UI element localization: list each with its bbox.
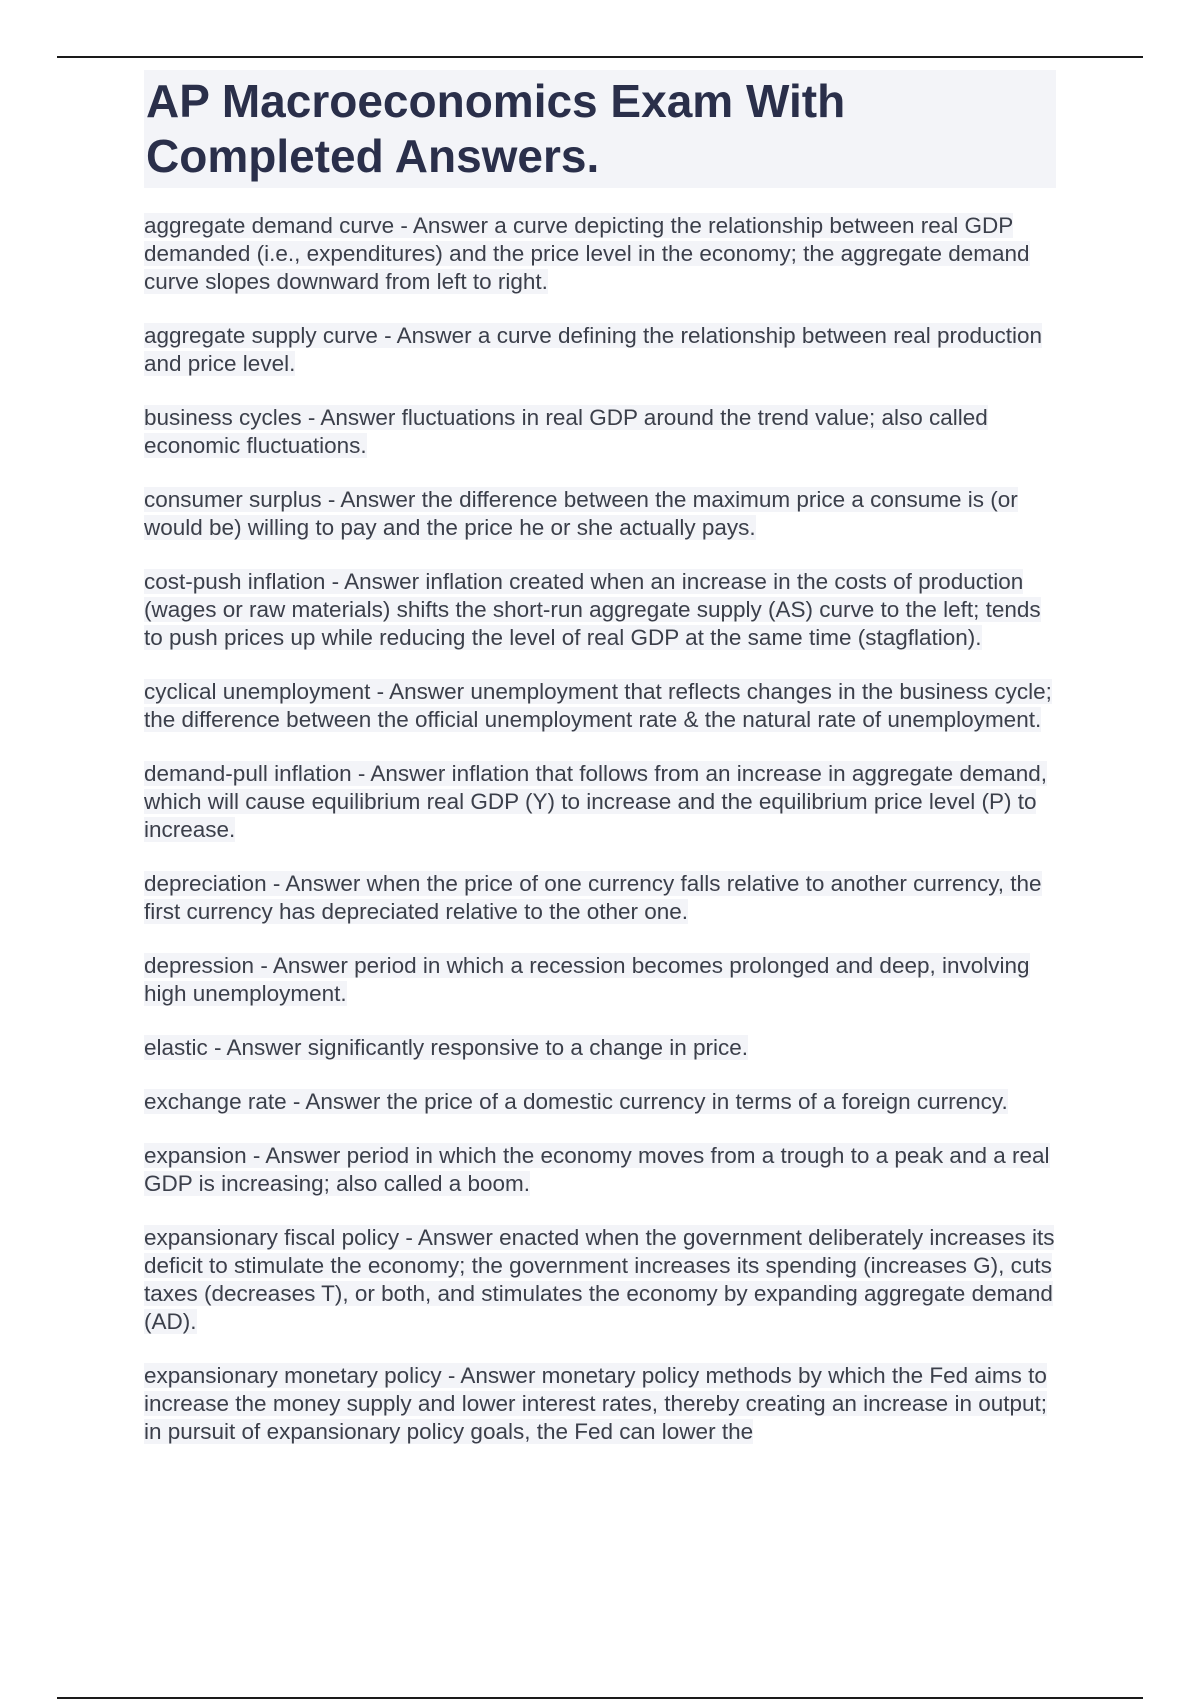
document-body xyxy=(144,70,1056,1472)
top-rule xyxy=(57,56,1143,58)
entry-text: cyclical unemployment - Answer unemployment that reflects changes in the business cycle; the difference between the official unemployment rate & the natural rate of unemployment. xyxy=(144,679,1052,732)
glossary-entry xyxy=(144,1034,1056,1062)
entry-text: demand-pull inflation - Answer inflation that follows from an increase in aggregate demand, which will cause equilibrium real GDP (Y) to increase and the equilibrium price level (P) to increase. xyxy=(144,761,1048,842)
glossary-entry xyxy=(144,1362,1056,1446)
entry-text: expansion - Answer period in which the economy moves from a trough to a peak and a real GDP is increasing; also called a boom. xyxy=(144,1143,1050,1196)
title-block xyxy=(144,70,1056,188)
entry-text: expansionary fiscal policy - Answer enacted when the government deliberately increases its deficit to stimulate the economy; the government increases its spending (increases G), cuts taxes (decreases T), or both, and stimulates the economy by expanding aggregate demand (AD). xyxy=(144,1225,1055,1334)
glossary-entry xyxy=(144,1224,1056,1336)
entry-text: depression - Answer period in which a recession becomes prolonged and deep, involving high unemployment. xyxy=(144,953,1030,1006)
entry-text: cost-push inflation - Answer inflation created when an increase in the costs of production (wages or raw materials) shifts the short-run aggregate supply (AS) curve to the left; tends to push prices up while reducing the level of real GDP at the same time (stagflation). xyxy=(144,569,1041,650)
glossary-entry xyxy=(144,568,1056,652)
glossary-entry xyxy=(144,952,1056,1008)
document-title: AP Macroeconomics Exam With Completed Answers. xyxy=(146,75,846,182)
entry-text: elastic - Answer significantly responsive to a change in price. xyxy=(144,1035,749,1060)
glossary-entry xyxy=(144,1088,1056,1116)
glossary-entry xyxy=(144,486,1056,542)
entry-text: aggregate supply curve - Answer a curve defining the relationship between real production and price level. xyxy=(144,323,1043,376)
entry-text: depreciation - Answer when the price of one currency falls relative to another currency, the first currency has depreciated relative to the other one. xyxy=(144,871,1042,924)
entry-text: business cycles - Answer fluctuations in real GDP around the trend value; also called economic fluctuations. xyxy=(144,405,988,458)
glossary-entry xyxy=(144,212,1056,296)
entry-text: expansionary monetary policy - Answer monetary policy methods by which the Fed aims to increase the money supply and lower interest rates, thereby creating an increase in output; in pursuit of expansionary policy goals, the Fed can lower the xyxy=(144,1363,1048,1444)
bottom-rule xyxy=(57,1697,1143,1699)
glossary-entry xyxy=(144,322,1056,378)
glossary-entry xyxy=(144,404,1056,460)
entry-text: exchange rate - Answer the price of a domestic currency in terms of a foreign currency. xyxy=(144,1089,1008,1114)
glossary-entry xyxy=(144,1142,1056,1198)
entry-text: aggregate demand curve - Answer a curve depicting the relationship between real GDP demanded (i.e., expenditures) and the price level in the economy; the aggregate demand curve slopes downward from left to right. xyxy=(144,213,1030,294)
entry-text: consumer surplus - Answer the difference between the maximum price a consume is (or would be) willing to pay and the price he or she actually pays. xyxy=(144,487,1018,540)
glossary-entry xyxy=(144,870,1056,926)
glossary-entry xyxy=(144,678,1056,734)
glossary-entry xyxy=(144,760,1056,844)
